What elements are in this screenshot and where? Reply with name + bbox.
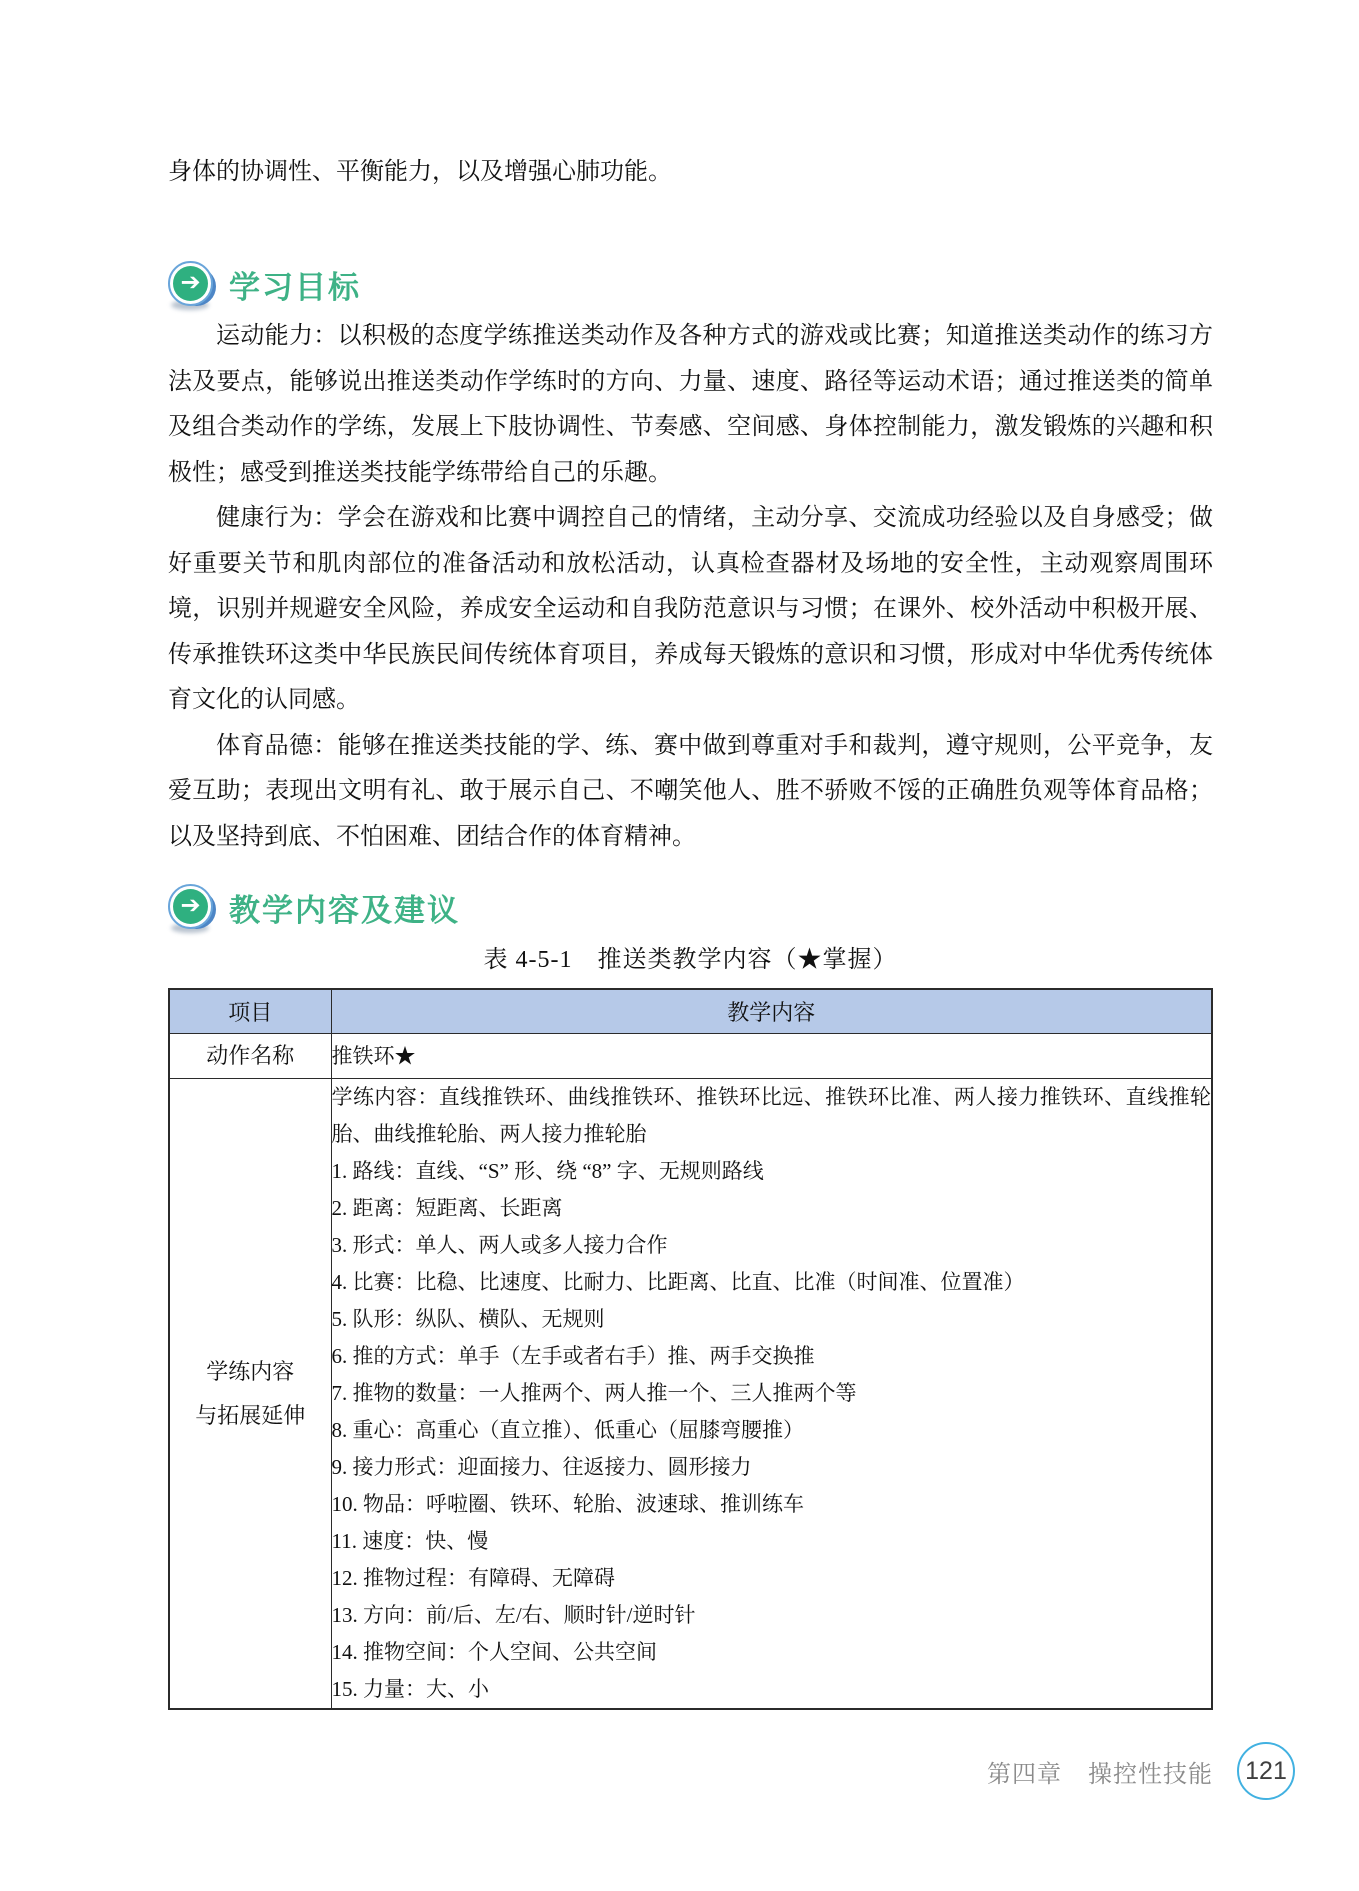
content-line: 7. 推物的数量：一人推两个、两人推一个、三人推两个等: [331, 1381, 857, 1405]
page-number-badge: 121: [1237, 1742, 1295, 1800]
row-label-line: 学练内容: [206, 1358, 295, 1384]
table-header-content: 教学内容: [331, 989, 1212, 1034]
arrow-right-circle-icon: [168, 884, 217, 931]
content-line: 3. 形式：单人、两人或多人接力合作: [331, 1233, 668, 1257]
row-label-line: 动作名称: [206, 1043, 295, 1068]
content-line: 10. 物品：呼啦圈、铁环、轮胎、波速球、推训练车: [331, 1492, 804, 1516]
paragraph: 运动能力：以积极的态度学练推送类动作及各种方式的游戏或比赛；知道推送类动作的练习方法及要点，能够说出推送类动作学练时的方向、力量、速度、路径等运动术语；通过推送类的简单及组合类动作的学练，发展上下肢协调性、节奏感、空间感、身体控制能力，激发锻炼的兴趣和积极性；感受到推送类技能学练带给自己的乐趣。: [168, 323, 1213, 486]
table-row-action-name: [169, 1034, 1212, 1079]
footer-section-title: 操控性技能: [1088, 1760, 1213, 1788]
arrow-right-circle-icon: [168, 261, 217, 308]
learning-goals-paragraphs: [168, 314, 1213, 860]
section-title: 教学内容及建议: [229, 892, 460, 928]
section-heading-learning-goals: [168, 259, 1213, 309]
intro-text: 身体的协调性、平衡能力，以及增强心肺功能。: [168, 159, 672, 185]
paragraph: 体育品德：能够在推送类技能的学、练、赛中做到尊重对手和裁判，遵守规则，公平竞争，友爱互助；表现出文明有礼、敢于展示自己、不嘲笑他人、胜不骄败不馁的正确胜负观等体育品格；以及坚持到底、不怕困难、团结合作的体育精神。: [168, 732, 1213, 850]
section-heading-teaching-content: [168, 882, 1213, 932]
row-label-cell: [169, 1079, 331, 1710]
content-line: 12. 推物过程：有障碍、无障碍: [331, 1566, 615, 1590]
content-line: 8. 重心：高重心（直立推）、低重心（屈膝弯腰推）: [331, 1418, 804, 1442]
content-line: 4. 比赛：比稳、比速度、比耐力、比距离、比直、比准（时间准、位置准）: [331, 1270, 1025, 1294]
content-line: 2. 距离：短距离、长距离: [331, 1196, 563, 1220]
content-line: 6. 推的方式：单手（左手或者右手）推、两手交换推: [331, 1344, 815, 1368]
content-line: 15. 力量：大、小: [331, 1677, 489, 1701]
table-header-row: [169, 989, 1212, 1034]
content-line: 11. 速度：快、慢: [331, 1529, 489, 1553]
row-label-line: 与拓展延伸: [195, 1402, 306, 1428]
page-footer: [987, 1742, 1295, 1800]
content-line: 5. 队形：纵队、横队、无规则: [331, 1307, 605, 1331]
table-row-practice-content: [169, 1079, 1212, 1710]
footer-chapter: 第四章: [987, 1760, 1062, 1788]
teaching-content-table: [168, 988, 1213, 1710]
arrow-glyph: ➔: [180, 268, 201, 296]
table-caption: 表 4-5-1 推送类教学内容（★掌握）: [483, 947, 898, 973]
content-line: 9. 接力形式：迎面接力、往返接力、圆形接力: [331, 1455, 752, 1479]
row-label-cell: [169, 1034, 331, 1079]
section-title: 学习目标: [229, 269, 361, 305]
content-line: 13. 方向：前/后、左/右、顺时针/逆时针: [331, 1603, 696, 1627]
row-content-cell: [331, 1034, 1212, 1079]
content-line: 学练内容：直线推铁环、曲线推铁环、推铁环比远、推铁环比准、两人接力推铁环、直线推轮胎、曲线推轮胎、两人接力推轮胎: [331, 1085, 1211, 1146]
content-line: 1. 路线：直线、“S” 形、绕 “8” 字、无规则路线: [331, 1159, 764, 1183]
icon-green-circle: [173, 266, 208, 301]
content-line: 推铁环★: [331, 1043, 416, 1068]
table-header-item: 项目: [169, 989, 331, 1034]
row-content-cell: [331, 1079, 1212, 1710]
paragraph: 健康行为：学会在游戏和比赛中调控自己的情绪，主动分享、交流成功经验以及自身感受；做好重要关节和肌肉部位的准备活动和放松活动，认真检查器材及场地的安全性，主动观察周围环境，识别并规避安全风险，养成安全运动和自我防范意识与习惯；在课外、校外活动中积极开展、传承推铁环这类中华民族民间传统体育项目，养成每天锻炼的意识和习惯，形成对中华优秀传统体育文化的认同感。: [168, 505, 1213, 713]
content-line: 14. 推物空间：个人空间、公共空间: [331, 1640, 657, 1664]
arrow-glyph: ➔: [180, 891, 201, 919]
icon-green-circle: [173, 889, 208, 924]
